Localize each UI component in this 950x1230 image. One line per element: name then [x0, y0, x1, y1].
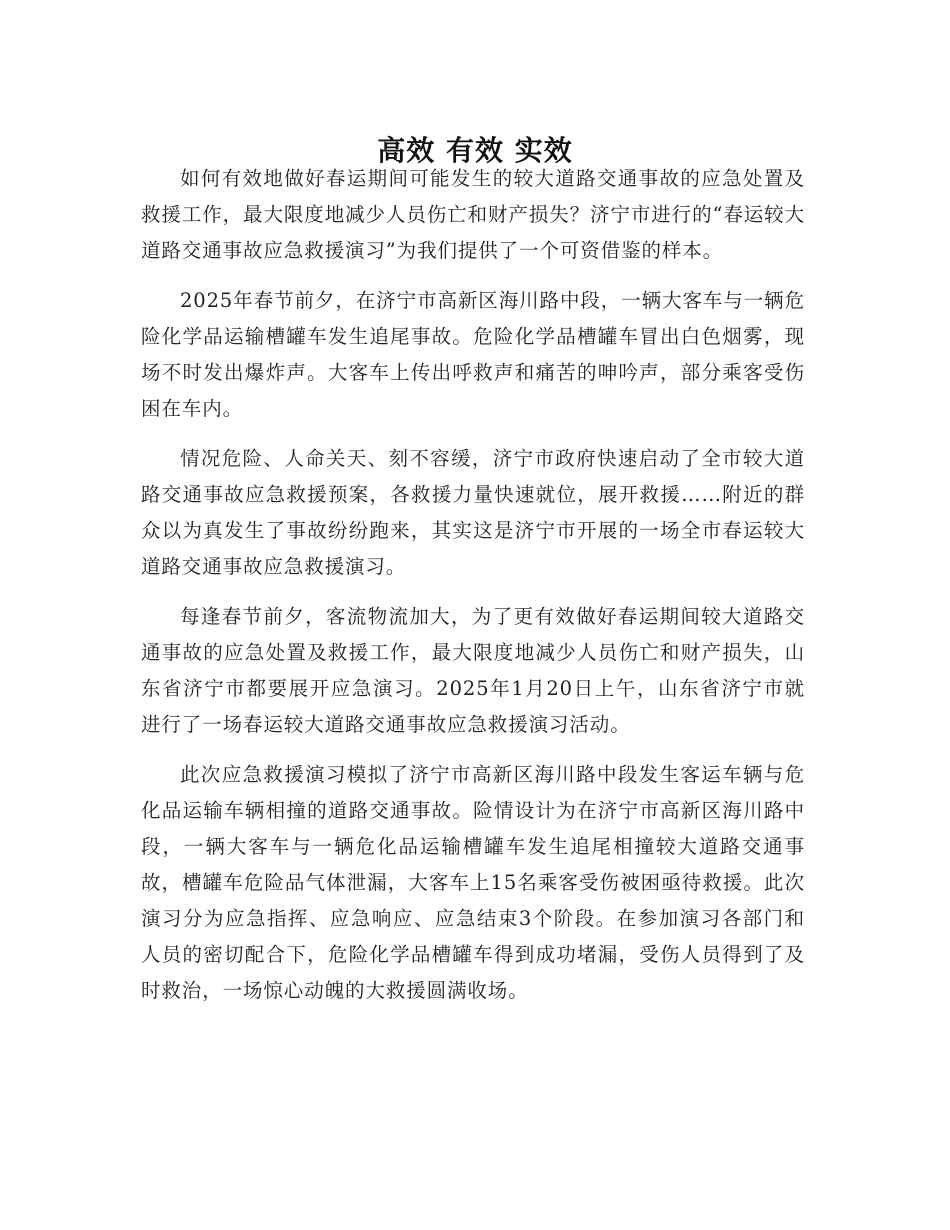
paragraph-4: 每逢春节前夕，客流物流加大，为了更有效做好春运期间较大道路交通事故的应急处置及救援工作，最大限度地减少人员伤亡和财产损失，山东省济宁市都要展开应急演习。2025年1月20日上午，山东省济宁市就进行了一场春运较大道路交通事故应急救援演习活动。: [141, 605, 805, 736]
paragraph-2: 2025年春节前夕，在济宁市高新区海川路中段，一辆大客车与一辆危险化学品运输槽罐车发生追尾事故。危险化学品槽罐车冒出白色烟雾，现场不时发出爆炸声。大客车上传出呼救声和痛苦的呻吟声，部分乘客受伤困在车内。: [141, 289, 805, 420]
paragraph-1: 如何有效地做好春运期间可能发生的较大道路交通事故的应急处置及救援工作，最大限度地减少人员伤亡和财产损失？济宁市进行的“春运较大道路交通事故应急救援演习”为我们提供了一个可资借鉴的样本。: [141, 167, 805, 262]
paragraph-5: 此次应急救援演习模拟了济宁市高新区海川路中段发生客运车辆与危化品运输车辆相撞的道路交通事故。险情设计为在济宁市高新区海川路中段，一辆大客车与一辆危化品运输槽罐车发生追尾相撞较大道路交通事故，槽罐车危险品气体泄漏，大客车上15名乘客受伤被困亟待救援。此次演习分为应急指挥、应急响应、应急结束3个阶段。在参加演习各部门和人员的密切配合下，危险化学品槽罐车得到成功堵漏，受伤人员得到了及时救治，一场惊心动魄的大救援圆满收场。: [141, 763, 805, 1002]
document-body: [141, 161, 805, 1023]
document-title: 高效 有效 实效: [377, 133, 573, 167]
paragraph-3: 情况危险、人命关天、刻不容缓，济宁市政府快速启动了全市较大道路交通事故应急救援预案，各救援力量快速就位，展开救援……附近的群众以为真发生了事故纷纷跑来，其实这是济宁市开展的一场全市春运较大道路交通事故应急救援演习。: [141, 447, 805, 578]
